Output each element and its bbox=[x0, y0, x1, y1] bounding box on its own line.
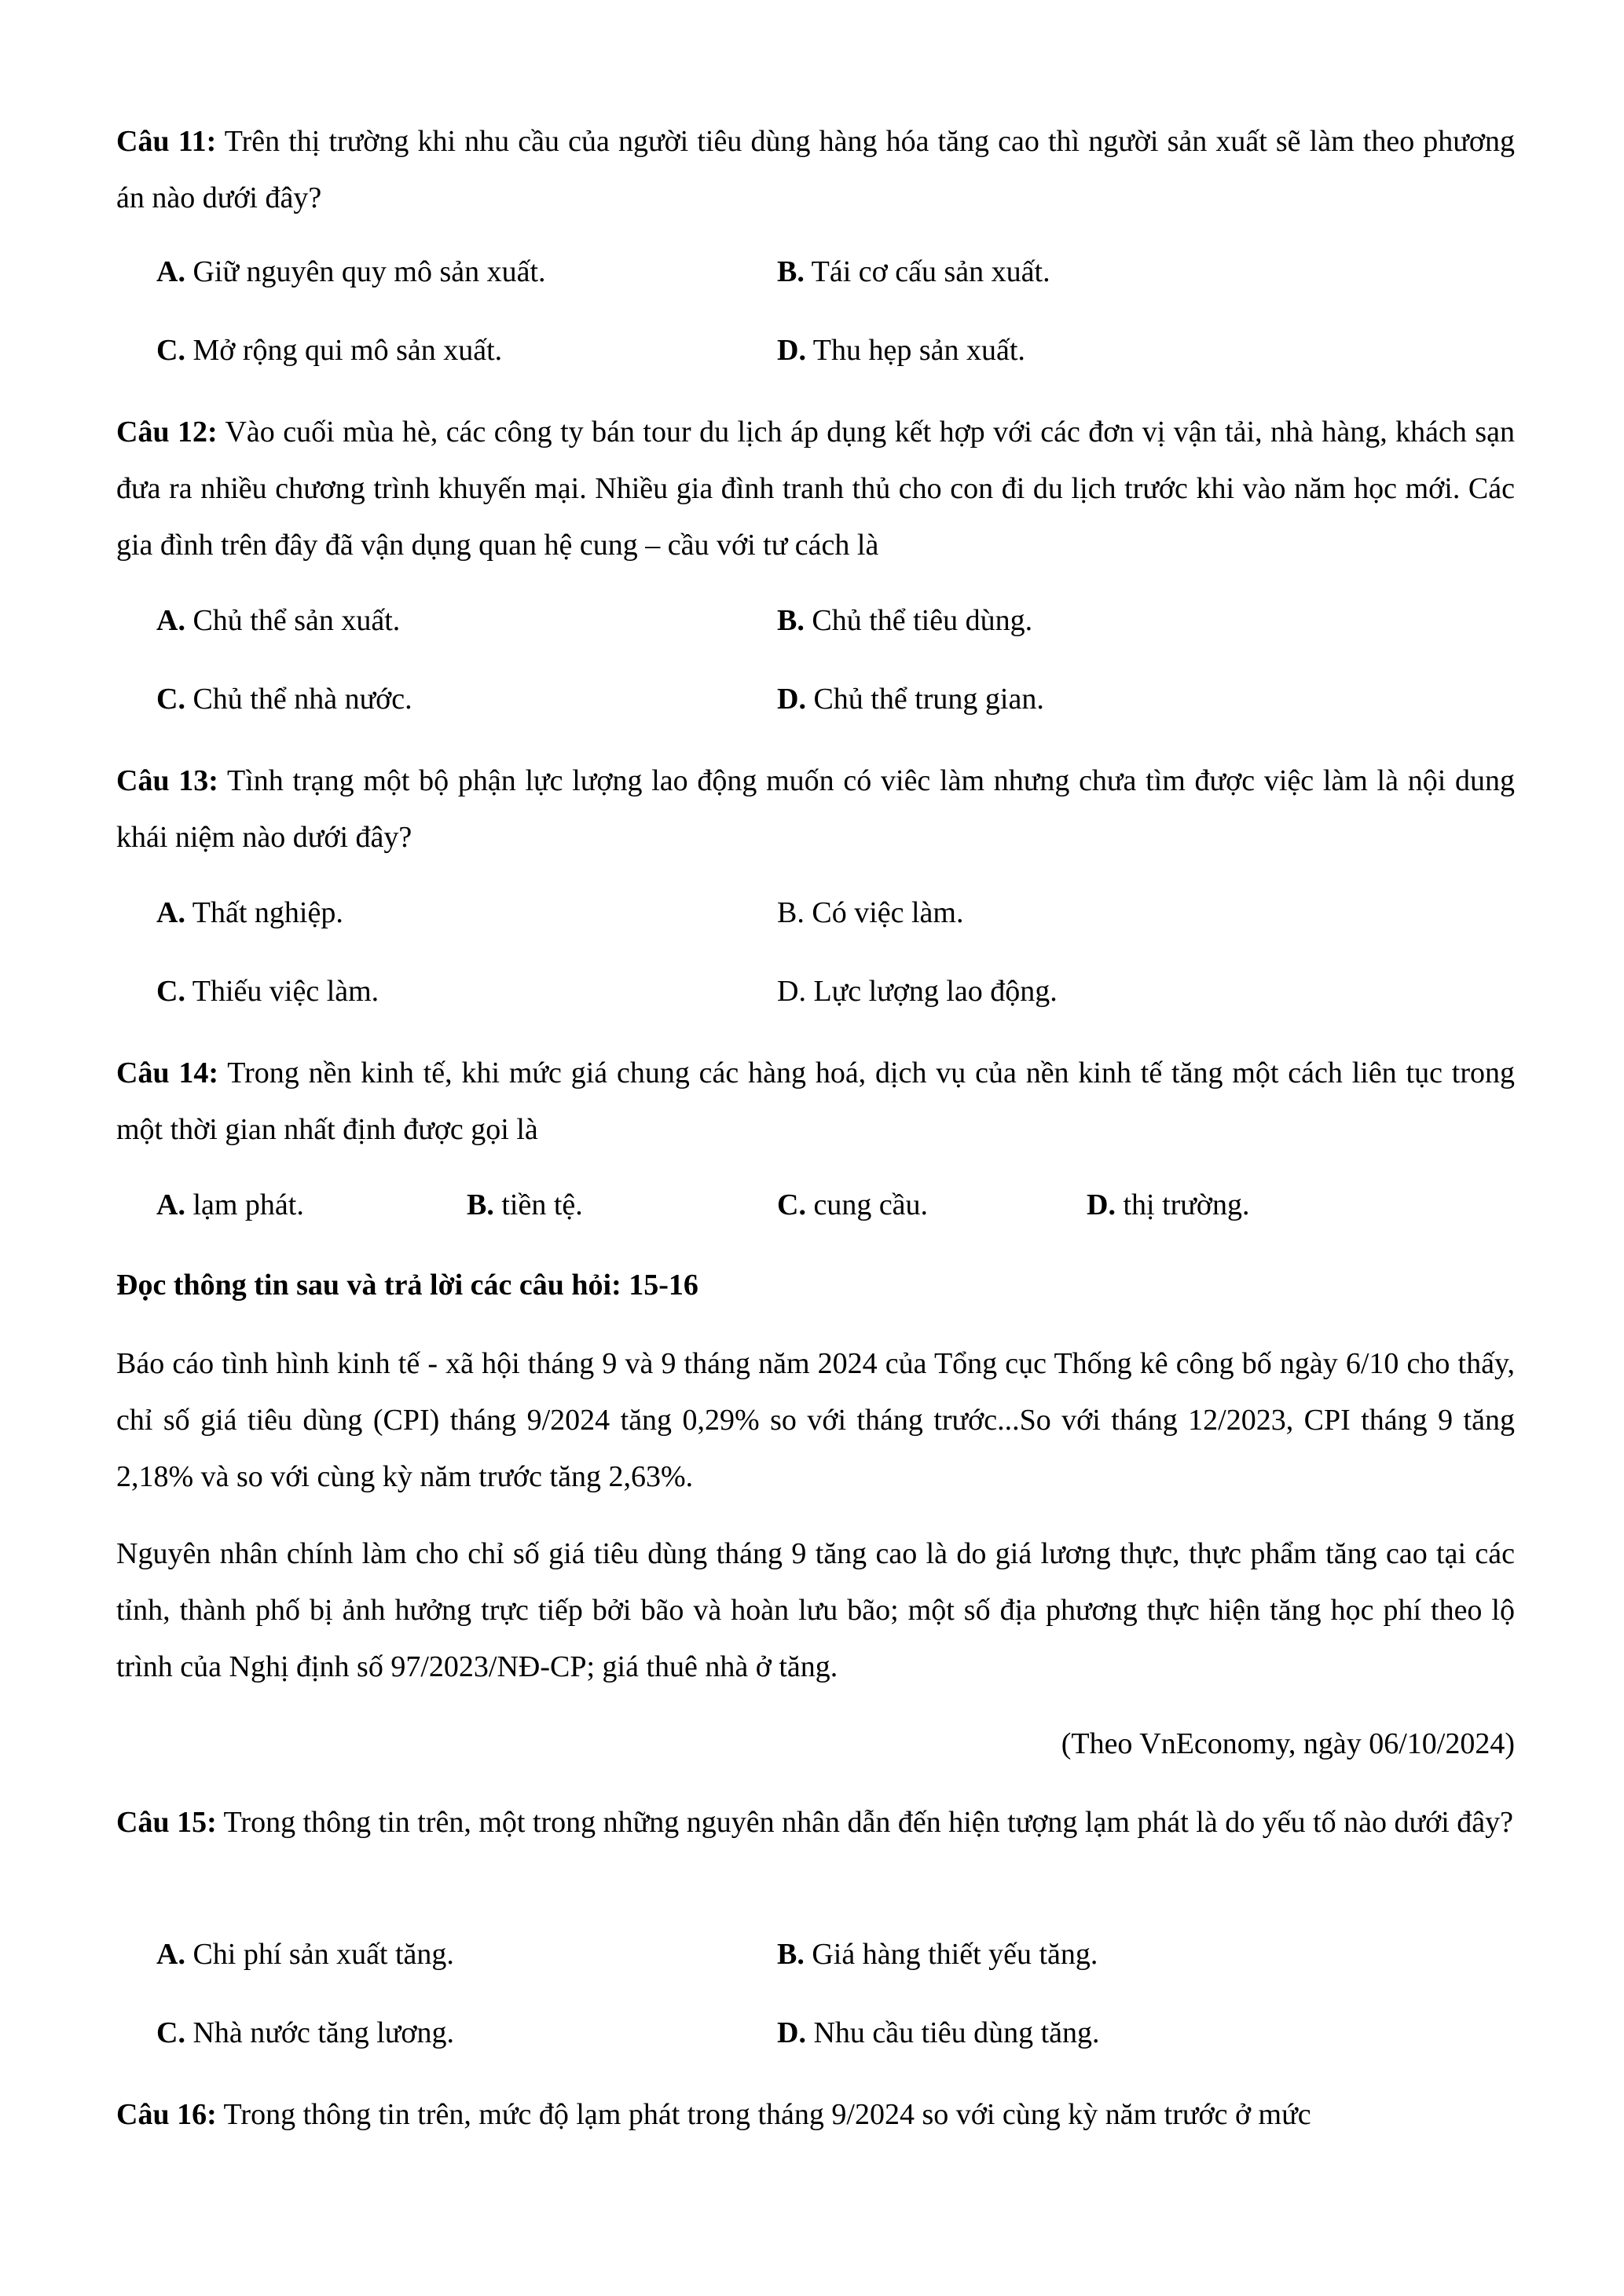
option-c[interactable]: C. cung cầu. bbox=[777, 1188, 929, 1221]
reading-heading: Đọc thông tin sau và trả lời các câu hỏi: 15-16 bbox=[116, 1269, 698, 1302]
question-number: Câu 16: bbox=[116, 2098, 217, 2131]
question-15 bbox=[116, 1794, 1515, 1851]
option-b[interactable]: B. Có việc làm. bbox=[777, 896, 964, 929]
option-b[interactable]: B. Chủ thể tiêu dùng. bbox=[777, 604, 1033, 637]
question-13 bbox=[116, 753, 1515, 866]
option-c[interactable]: C. Nhà nước tăng lương. bbox=[156, 2016, 454, 2049]
reading-paragraph-1: Báo cáo tình hình kinh tế - xã hội tháng 9 và 9 tháng năm 2024 của Tổng cục Thống kê công bố ngày 6/10 cho thấy, chỉ số giá tiêu dùng (CPI) tháng 9/2024 tăng 0,29% so với tháng trước...So với tháng 12/2023, CPI tháng 9 tăng 2,18% và so với cùng kỳ năm trước tăng 2,63%. bbox=[116, 1347, 1515, 1493]
option-c[interactable]: C. Thiếu việc làm. bbox=[156, 975, 379, 1008]
reading-paragraph-2: Nguyên nhân chính làm cho chỉ số giá tiêu dùng tháng 9 tăng cao là do giá lương thực, thực phẩm tăng cao tại các tỉnh, thành phố bị ảnh hưởng trực tiếp bởi bão và hoàn lưu bão; một số địa phương thực hiện tăng học phí theo lộ trình của Nghị định số 97/2023/NĐ-CP; giá thuê nhà ở tăng. bbox=[116, 1537, 1515, 1683]
option-a[interactable]: A. lạm phát. bbox=[156, 1188, 304, 1221]
option-b[interactable]: B. Tái cơ cấu sản xuất. bbox=[777, 255, 1050, 288]
option-d[interactable]: D. Lực lượng lao động. bbox=[777, 975, 1058, 1008]
question-text: Tình trạng một bộ phận lực lượng lao động muốn có viêc làm nhưng chưa tìm được việc làm là nội dung khái niệm nào dưới đây? bbox=[116, 764, 1516, 854]
option-b[interactable]: B. Giá hàng thiết yếu tăng. bbox=[777, 1938, 1098, 1971]
question-number: Câu 13: bbox=[116, 764, 218, 797]
option-c[interactable]: C. Chủ thể nhà nước. bbox=[156, 683, 412, 716]
question-text: Trong thông tin trên, mức độ lạm phát trong tháng 9/2024 so với cùng kỳ năm trước ở mức bbox=[216, 2098, 1311, 2131]
question-number: Câu 11: bbox=[116, 125, 217, 158]
option-c[interactable]: C. Mở rộng qui mô sản xuất. bbox=[156, 334, 503, 367]
option-b[interactable]: B. tiền tệ. bbox=[467, 1188, 583, 1221]
question-11 bbox=[116, 113, 1515, 226]
question-number: Câu 12: bbox=[116, 416, 218, 449]
option-a[interactable]: A. Thất nghiệp. bbox=[156, 896, 343, 929]
option-d[interactable]: D. Chủ thể trung gian. bbox=[777, 683, 1044, 716]
question-14 bbox=[116, 1045, 1515, 1158]
question-16 bbox=[116, 2086, 1515, 2143]
option-d[interactable]: D. thị trường. bbox=[1087, 1188, 1250, 1221]
question-text: Trên thị trường khi nhu cầu của người tiêu dùng hàng hóa tăng cao thì người sản xuất sẽ làm theo phương án nào dưới đây? bbox=[116, 125, 1516, 214]
question-text: Vào cuối mùa hè, các công ty bán tour du lịch áp dụng kết hợp với các đơn vị vận tải, nhà hàng, khách sạn đưa ra nhiều chương trình khuyến mại. Nhiều gia đình tranh thủ cho con đi du lịch trước khi vào năm học mới. Các gia đình trên đây đã vận dụng quan hệ cung – cầu với tư cách là bbox=[116, 416, 1515, 562]
question-text: Trong nền kinh tế, khi mức giá chung các hàng hoá, dịch vụ của nền kinh tế tăng một cách liên tục trong một thời gian nhất định được gọi là bbox=[116, 1056, 1515, 1146]
option-a[interactable]: A. Chi phí sản xuất tăng. bbox=[156, 1938, 454, 1971]
reading-source: (Theo VnEconomy, ngày 06/10/2024) bbox=[1061, 1727, 1515, 1760]
option-a[interactable]: A. Chủ thể sản xuất. bbox=[156, 604, 401, 637]
question-text: Trong thông tin trên, một trong những nguyên nhân dẫn đến hiện tượng lạm phát là do yếu tố nào dưới đây? bbox=[216, 1806, 1513, 1839]
question-number: Câu 14: bbox=[116, 1056, 219, 1089]
option-a[interactable]: A. Giữ nguyên quy mô sản xuất. bbox=[156, 255, 546, 288]
option-d[interactable]: D. Thu hẹp sản xuất. bbox=[777, 334, 1025, 367]
question-number: Câu 15: bbox=[116, 1806, 217, 1839]
question-12 bbox=[116, 404, 1515, 573]
option-d[interactable]: D. Nhu cầu tiêu dùng tăng. bbox=[777, 2016, 1100, 2049]
